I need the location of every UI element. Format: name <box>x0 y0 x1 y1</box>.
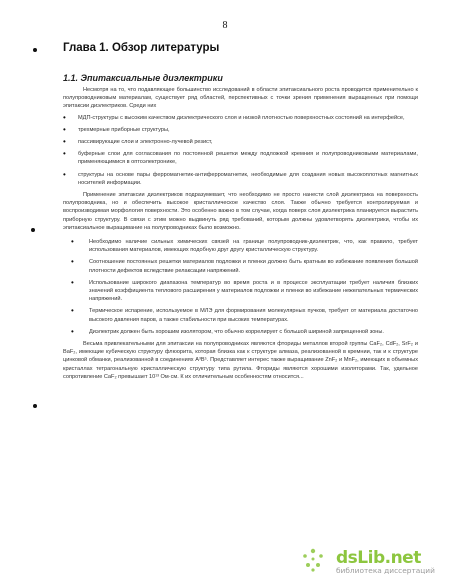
list-item: • трехмерные приборные структуры, <box>63 126 418 134</box>
requirements-list <box>63 238 418 336</box>
list-item: • структуры на основе пары ферромагнетик-антиферромагнетик, необходимые для создания новых высокоплотных магнитных носителей информации. <box>63 171 418 187</box>
list-item: • МДП-структуры с высоким качеством диэлектрического слоя и низкой плотностью поверхностных состояний на интерфейсе, <box>63 114 418 122</box>
list-item: • Термическое испарение, используемое в МЛЭ для формирования молекулярных пучков, требует от материала достаточно высокого давления паров, а также стабильности при высоких температурах. <box>63 307 418 323</box>
paragraph-fluorides: Весьма привлекательными для эпитаксии на полупроводниках являются фториды металлов второй группы CaF₂, CdF₂, SrF₂ и BaF₂, имеющие кубическую структуру флюорита, которая близка как к структуре алмаза, реализованной в кремнии, так и к структуре цинковой обманки, реализованной в соединениях A³B⁵. Представляет интерес также выращивание ZnF₂ и MnF₂, имеющих в объемных кристаллах тетрагональную кристаллическую структуру типа рутила. Фториды являются хорошими изоляторами. Так, удельное сопротивление CaF₂ превышает 10¹³ Ом·см. К их отличительным особенностям относится... <box>63 341 418 380</box>
list-item: • буферные слои для согласования по постоянной решетки между подложкой кремния и полупроводниковыми материалами, применяющимися в оптоэлектронике, <box>63 150 418 166</box>
dslib-logo-icon <box>300 547 326 573</box>
list-item: • Соотношение постоянных решетки материалов подложки и пленки должно быть кратным во избежание появления большой плотности дефектов вследствие релаксации напряжений. <box>63 258 418 274</box>
watermark[interactable] <box>336 545 444 577</box>
page-number: 8 <box>222 20 228 31</box>
watermark-logo: dsLib.net <box>336 548 421 568</box>
paragraph-intro: Несмотря на то, что подавляющее большинство исследований в области эпитаксиального роста проводится применительно к полупроводниковым материалам, существует ряд областей, перспективных с точки зрения применения выращенных при помощи эпитаксии диэлектриков. Среди них <box>63 87 418 110</box>
application-list <box>63 114 418 187</box>
list-item: • Использование широкого диапазона температур во время роста и в процессе эксплуатации требует наличия близких значений коэффициента теплового расширения у материалов подложки и пленки во избежание нежелательных термических напряжений. <box>63 279 418 304</box>
margin-dot <box>33 404 37 408</box>
list-item: • Диэлектрик должен быть хорошим изолятором, что обычно коррелирует с большой шириной запрещенной зоны. <box>63 328 418 336</box>
list-item: • Необходимо наличие сильных химических связей на границе полупроводник-диэлектрик, что, как правило, требует использования материалов, имеющих подобную друг другу кристаллическую структуру. <box>63 238 418 254</box>
margin-dot <box>31 228 35 232</box>
paragraph-requirements: Применение эпитаксии диэлектриков подразумевает, что необходимо не просто нанести слой диэлектрика на поверхность полупроводника, но и обеспечить высокое кристаллическое качество слоя. Также обычно требуется контролируемая и воспроизводимая морфология поверхности. Это особенно важно в том случае, когда поверх слоя диэлектрика планируется вырастить приборную структуру. В связи с этим можно выдвинуть ряд требований, которым должны удовлетворять диэлектрики, чтобы их эпитаксиальное выращивание на полупроводниках было возможно. <box>63 192 418 231</box>
section-title: 1.1. Эпитаксиальные диэлектрики <box>63 73 223 83</box>
watermark-subtitle: библиотека диссертаций <box>336 566 435 575</box>
margin-dot <box>33 48 37 52</box>
chapter-title: Глава 1. Обзор литературы <box>63 42 220 54</box>
list-item: • пассивирующие слои и электронно-лучевой резист, <box>63 138 418 146</box>
document-body <box>63 86 418 381</box>
